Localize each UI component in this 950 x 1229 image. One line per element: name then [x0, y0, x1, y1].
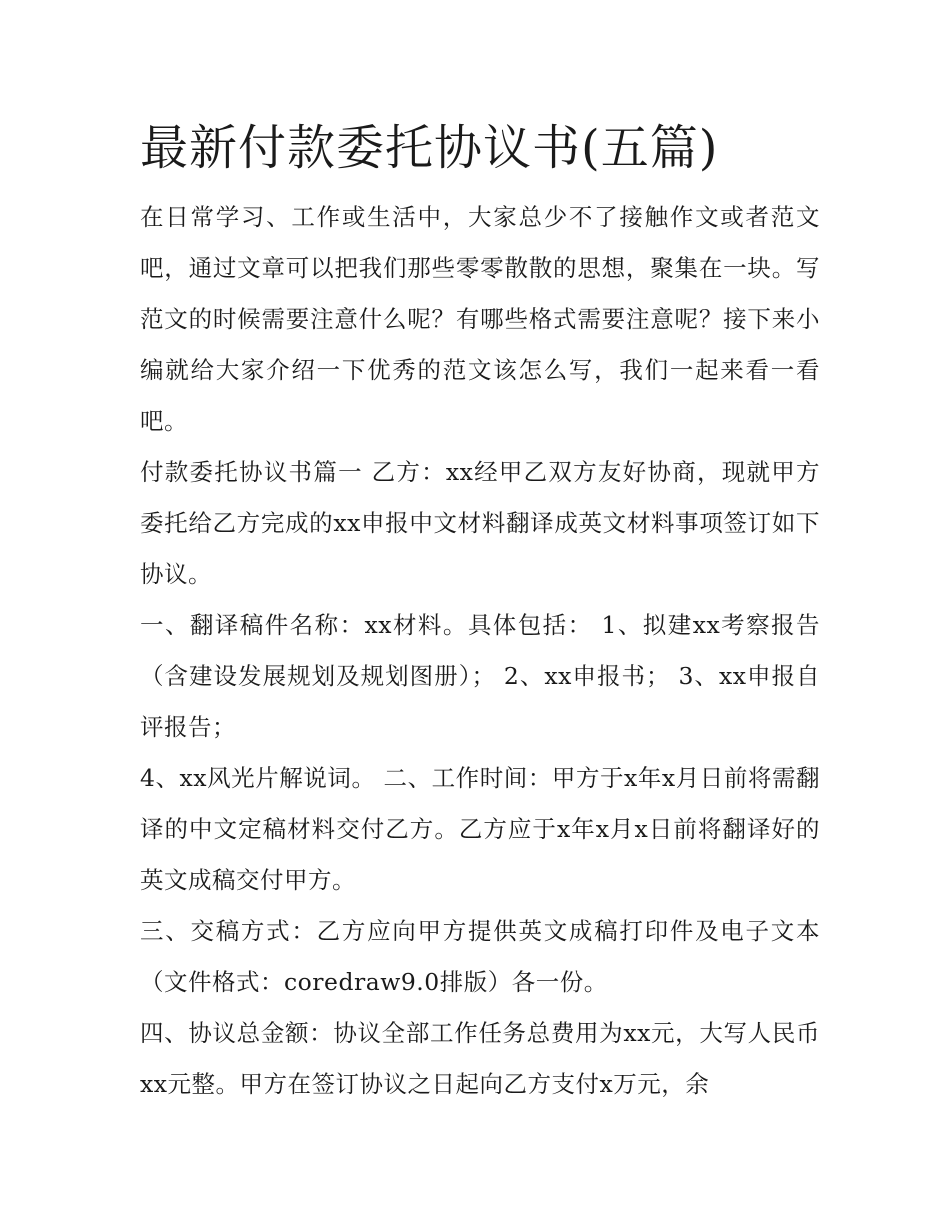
document-title: 最新付款委托协议书(五篇) [140, 120, 719, 176]
paragraph-intro: 在日常学习、工作或生活中，大家总少不了接触作文或者范文吧，通过文章可以把我们那些零零散散的思想，聚集在一块。写范文的时候需要注意什么呢？有哪些格式需要注意呢？接下来小编就给大家介绍一下优秀的范文该怎么写，我们一起来看一看吧。 [140, 203, 820, 435]
paragraph-agreement-one: 付款委托协议书篇一 乙方：xx经甲乙双方友好协商，现就甲方委托给乙方完成的xx申报中文材料翻译成英文材料事项签订如下协议。 [140, 458, 820, 588]
paragraph-item-four: 四、协议总金额：协议全部工作任务总费用为xx元，大写人民币xx元整。甲方在签订协议之日起向乙方支付x万元，余 [140, 1019, 820, 1098]
document-page [140, 112, 820, 1110]
paragraph-item-three: 三、交稿方式：乙方应向甲方提供英文成稿打印件及电子文本（文件格式：coredraw9.0排版）各一份。 [140, 917, 820, 996]
paragraph-item-one: 一、翻译稿件名称：xx材料。具体包括： 1、拟建xx考察报告（含建设发展规划及规划图册）； 2、xx申报书； 3、xx申报自评报告； [140, 611, 820, 741]
paragraph-item-two: 4、xx风光片解说词。 二、工作时间：甲方于x年x月日前将需翻译的中文定稿材料交付乙方。乙方应于x年x月x日前将翻译好的英文成稿交付甲方。 [140, 764, 820, 894]
